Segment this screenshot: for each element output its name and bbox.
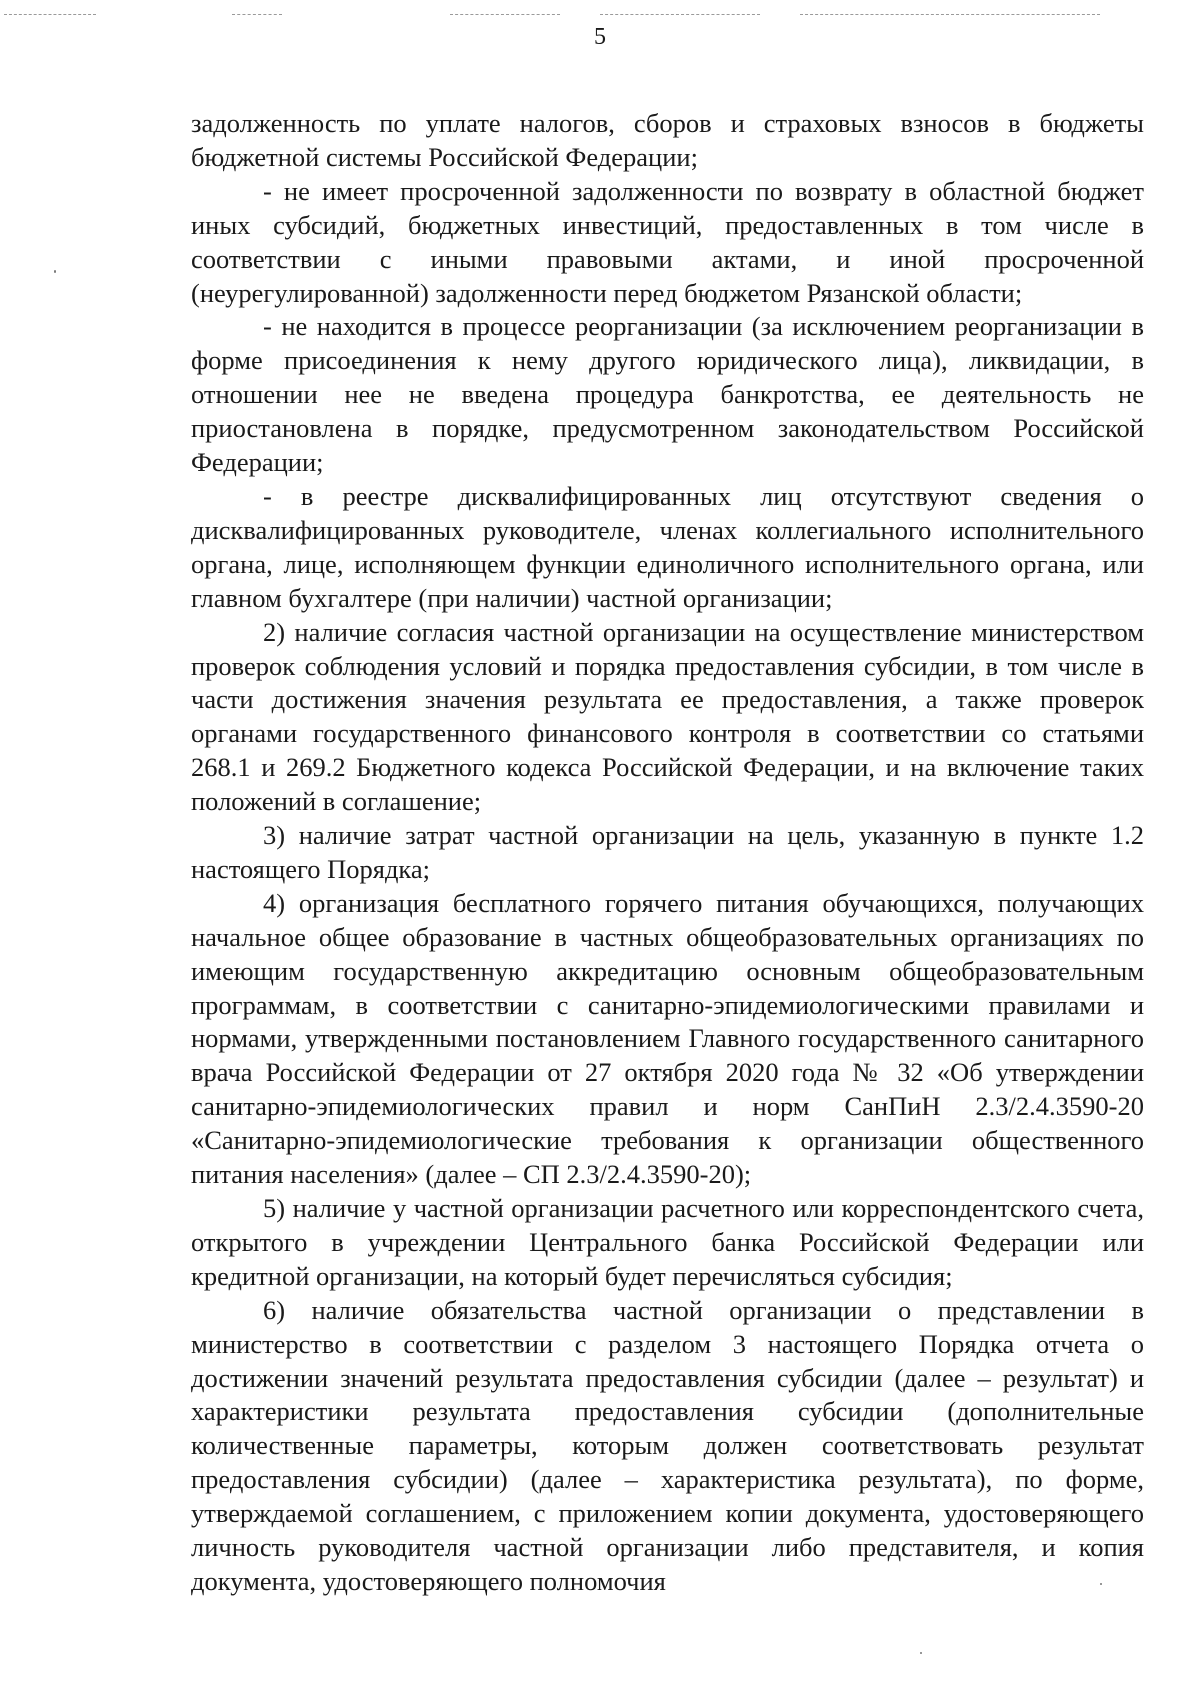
paragraph-item-4: 4) организация бесплатного горячего питания обучающихся, получающих начальное общее образование в частных общеобразовательных организациях по имеющим государственную аккредитацию основным общеобразовательным программам, в соответствии с санитарно-эпидемиологическими правилами и нормами, утвержденными постановлением Главного государственного санитарного врача Российской Федерации от 27 октября 2020 года № 32 «Об утверждении санитарно-эпидемиологических правил и норм СанПиН 2.3/2.4.3590-20 «Санитарно-эпидемиологические требования к организации общественного питания населения» (далее – СП 2.3/2.4.3590-20); [191,887,1144,1190]
document-body [191,107,1144,1599]
paragraph-no-reorganization: - не находится в процессе реорганизации (за исключением реорганизации в форме присоединения к нему другого юридического лица), ликвидации, в отношении нее не введена процедура банкротства, ее деятельность не приостановлена в порядке, предусмотренном законодательством Российской Федерации; [191,311,1144,478]
scan-edge-marks [0,14,1200,20]
paragraph-continuation: задолженность по уплате налогов, сборов и страховых взносов в бюджеты бюджетной системы Российской Федерации; [191,108,1144,172]
paragraph-item-2: 2) наличие согласия частной организации на осуществление министерством проверок соблюдения условий и порядка предоставления субсидии, в том числе в части достижения значения результата ее предоставления, а также проверок органами государственного финансового контроля в соответствии со статьями 268.1 и 269.2 Бюджетного кодекса Российской Федерации, и на включение таких положений в соглашение; [191,616,1144,817]
page-number: 5 [594,24,606,50]
paragraph-no-overdue-debt: - не имеет просроченной задолженности по возврату в областной бюджет иных субсидий, бюджетных инвестиций, предоставленных в том числе в соответствии с иными правовыми актами, и иной просроченной (неурегулированной) задолженности перед бюджетом Рязанской области; [191,175,1144,308]
scan-speck [1100,1583,1102,1585]
paragraph-item-6: 6) наличие обязательства частной организации о представлении в министерство в соответствии с разделом 3 настоящего Порядка отчета о достижении значений результата предоставления субсидии (далее – результат) и характеристики результата предоставления субсидии (дополнительные количественные параметры, которым должен соответствовать результат предоставления субсидии) (далее – характеристика результата), по форме, утверждаемой соглашением, с приложением копии документа, удостоверяющего личность руководителя частной организации либо представителя, и копия документа, удостоверяющего полномочия [191,1294,1144,1596]
scan-speck [920,1652,922,1654]
paragraph-disqualified-registry: - в реестре дисквалифицированных лиц отсутствуют сведения о дисквалифицированных руководителе, членах коллегиального исполнительного органа, лице, исполняющем функции единоличного исполнительного органа, или главном бухгалтере (при наличии) частной организации; [191,480,1144,613]
paragraph-item-3: 3) наличие затрат частной организации на цель, указанную в пункте 1.2 настоящего Порядка; [191,820,1144,884]
paragraph-item-5: 5) наличие у частной организации расчетного или корреспондентского счета, открытого в учреждении Центрального банка Российской Федерации или кредитной организации, на который будет перечисляться субсидия; [191,1193,1144,1291]
scan-speck [54,270,56,273]
